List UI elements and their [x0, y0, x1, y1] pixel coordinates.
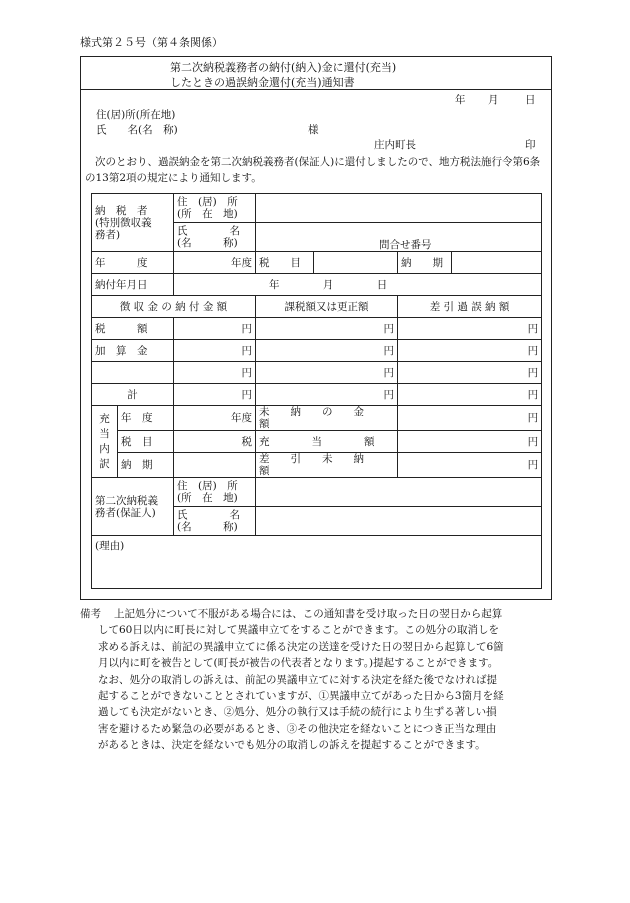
taxpayer-label: 納 税 者 (特別徴収義 務者) — [92, 194, 174, 252]
secondary-address-head: 住 (居) 所 (所 在 地) — [174, 478, 256, 507]
jutou-year-field[interactable]: 年度 — [174, 406, 256, 431]
year-field[interactable] — [174, 252, 256, 274]
blank-pay[interactable]: 円 — [174, 362, 256, 384]
diff-unpaid-label: 差 引 未 納 額 — [256, 453, 398, 478]
col-header-assessed: 課税額又は更正額 — [256, 296, 398, 318]
jutou-tax-label: 税 目 — [118, 431, 174, 453]
due-label: 納 期 — [398, 252, 452, 274]
tax-amount-assessed[interactable]: 円 — [256, 318, 398, 340]
tax-amount-overpaid[interactable]: 円 — [398, 318, 542, 340]
reason-field[interactable] — [92, 536, 542, 589]
secondary-taxpayer-label: 第二次納税義 務者(保証人) — [92, 478, 174, 536]
name-label: 氏 名(名 称) — [96, 124, 178, 136]
total-overpaid[interactable]: 円 — [398, 384, 542, 406]
note-line-8: があるときは、決定を経ないでも処分の取消しの訴えを提起することができます。 — [98, 739, 486, 752]
note-line-1: して60日以内に町長に対して異議申立てをすることができます。この処分の取消しを — [98, 624, 500, 637]
unpaid-label: 未 納 の 金 額 — [256, 406, 398, 431]
secondary-name-field[interactable] — [256, 507, 542, 536]
date-year: 年 — [455, 94, 466, 106]
blank-overpaid[interactable]: 円 — [398, 362, 542, 384]
pay-date-month: 月 — [322, 278, 334, 291]
sama-label: 様 — [308, 124, 319, 136]
address-head: 住 (居) 所 (所 在 地) — [174, 194, 256, 223]
total-pay[interactable]: 円 — [174, 384, 256, 406]
total-label: 計 — [92, 384, 174, 406]
reason-label: (理由) — [95, 540, 125, 552]
jutou-due-field[interactable] — [174, 453, 256, 478]
date-month: 月 — [488, 94, 499, 106]
note-line-3: 月以内に町を被告として(町長が被告の代表者となります。)提起することができます。 — [98, 657, 499, 670]
pay-date-label: 納付年月日 — [92, 274, 174, 296]
form-number: 様式第２５号（第４条関係） — [80, 36, 223, 49]
pay-date-field[interactable] — [174, 274, 542, 296]
jutou-amount-field[interactable]: 円 — [398, 431, 542, 453]
title-line1: 第二次納税義務者の納付(納入)金に還付(充当) — [170, 61, 397, 74]
jutou-tax-field[interactable]: 税 — [174, 431, 256, 453]
name-head: 氏 名 (名 称) — [174, 223, 256, 252]
seal-mark: 印 — [525, 139, 536, 151]
unpaid-field[interactable]: 円 — [398, 406, 542, 431]
name-field[interactable] — [256, 223, 542, 252]
surcharge-assessed[interactable]: 円 — [256, 340, 398, 362]
diff-unpaid-field[interactable]: 円 — [398, 453, 542, 478]
secondary-name-head: 氏 名 (名 称) — [174, 507, 256, 536]
pay-date-day: 日 — [376, 278, 388, 291]
total-assessed[interactable]: 円 — [256, 384, 398, 406]
jutou-year-label: 年 度 — [118, 406, 174, 431]
col-header-payment: 徴 収 金 の 納 付 金 額 — [92, 296, 256, 318]
note-line-7: 害を避けるため緊急の必要があるとき、③その他決定を経ないことにつき正当な理由 — [98, 722, 497, 735]
inquiry-label: 問合せ番号 — [379, 239, 432, 251]
tax-amount-label: 税 額 — [92, 318, 174, 340]
intro-text: 次のとおり、過誤納金を第二次納税義務者(保証人)に還付しましたので、地方税法施行令第6条の13第2項の規定により通知します。 — [85, 156, 541, 184]
secondary-address-field[interactable] — [256, 478, 542, 507]
note-line-4: なお、処分の取消しの訴えは、前記の異議申立てに対する決定を経た後でなければ提 — [98, 673, 497, 686]
due-field[interactable] — [452, 252, 542, 274]
year-label: 年 度 — [92, 252, 174, 274]
title-rule — [80, 89, 552, 90]
address-label: 住(居)所(所在地) — [96, 109, 176, 121]
jutou-due-label: 納 期 — [118, 453, 174, 478]
note-line-5: 起することができないこととされていますが、①異議申立てがあった日から3箇月を経 — [98, 690, 504, 703]
year-unit: 年度 — [231, 256, 253, 269]
main-table — [91, 193, 542, 589]
blank-label — [92, 362, 174, 384]
surcharge-overpaid[interactable]: 円 — [398, 340, 542, 362]
note-label: 備考 — [80, 608, 101, 620]
surcharge-label: 加 算 金 — [92, 340, 174, 362]
col-header-overpaid: 差 引 過 誤 納 額 — [398, 296, 542, 318]
surcharge-pay[interactable]: 円 — [174, 340, 256, 362]
address-field[interactable] — [256, 194, 542, 223]
tax-amount-pay[interactable]: 円 — [174, 318, 256, 340]
jutou-label: 充 当 内 訳 — [92, 406, 118, 478]
jutou-amount-label: 充 当 額 — [256, 431, 398, 453]
tax-item-field[interactable] — [314, 252, 398, 274]
blank-assessed[interactable]: 円 — [256, 362, 398, 384]
title-line2: したときの過誤納金還付(充当)通知書 — [170, 76, 355, 89]
note-line-0: 上記処分について不服がある場合には、この通知書を受け取った日の翌日から起算 — [114, 608, 503, 620]
notes-block — [80, 606, 550, 754]
date-day: 日 — [525, 94, 536, 106]
tax-item-label: 税 目 — [256, 252, 314, 274]
note-line-2: 求める訴えは、前記の異議申立てに係る決定の送達を受けた日の翌日から起算して6箇 — [98, 640, 504, 653]
pay-date-year: 年 — [269, 278, 280, 291]
note-line-6: 過しても決定がないとき、②処分、処分の執行又は手続の続行により生ずる著しい損 — [98, 706, 497, 719]
mayor-label: 庄内町長 — [374, 139, 416, 151]
